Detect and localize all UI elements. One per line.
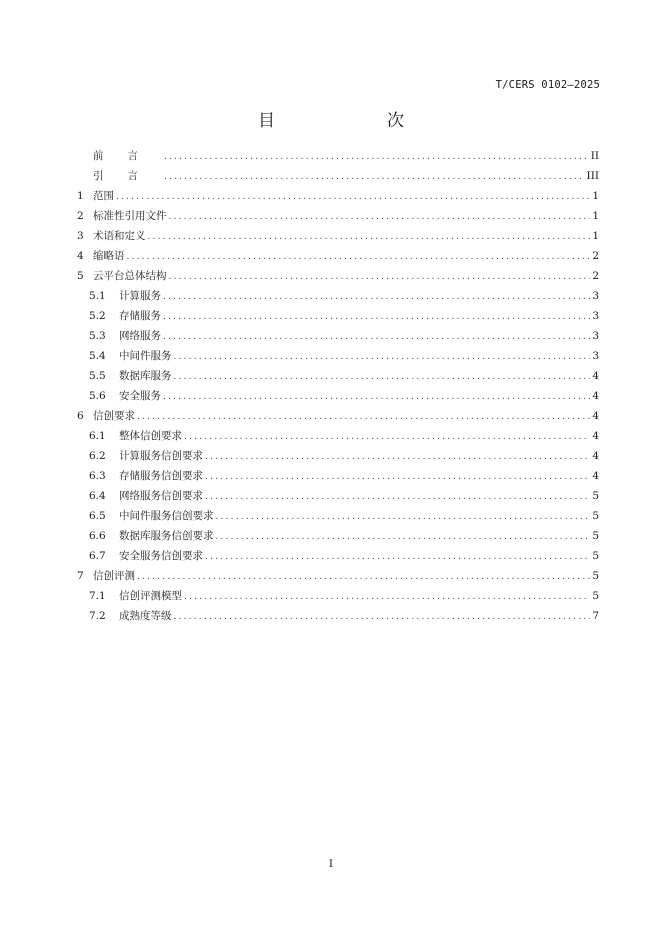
toc-entry[interactable] (77, 466, 599, 486)
page-number: I (328, 858, 334, 870)
toc-entry-title: 信创评测模型 (119, 590, 182, 602)
toc-entry-page: 7 (592, 610, 599, 622)
toc-entry[interactable] (77, 526, 599, 546)
toc-entry-title: 网络服务信创要求 (119, 490, 203, 502)
toc-entry[interactable] (77, 146, 599, 166)
toc-entry-title: 网络服务 (119, 330, 161, 342)
toc-entry[interactable] (77, 266, 599, 286)
toc-dot-leader (216, 507, 591, 527)
toc-entry-page: 5 (592, 550, 599, 562)
toc-entry-title: 范围 (93, 190, 114, 202)
toc-entry[interactable] (77, 166, 599, 186)
toc-entry-page: 5 (592, 510, 599, 522)
toc-dot-leader (163, 287, 590, 307)
toc-entry-page: 4 (592, 390, 599, 402)
toc-entry[interactable] (77, 386, 599, 406)
toc-entry-page: 4 (592, 470, 599, 482)
toc-dot-leader (163, 327, 590, 347)
toc-entry-page: 1 (592, 210, 599, 222)
toc-entry-number: 6.6 (89, 530, 106, 542)
toc-dot-leader (169, 267, 591, 287)
toc-entry[interactable] (77, 586, 599, 606)
toc-entry[interactable] (77, 606, 599, 626)
toc-entry-page: 4 (592, 410, 599, 422)
toc-entry-number: 6.1 (89, 430, 106, 442)
toc-entry[interactable] (77, 366, 599, 386)
toc-entry-title: 成熟度等级 (119, 610, 172, 622)
toc-entry-page: 3 (592, 350, 599, 362)
toc-entry[interactable] (77, 566, 599, 586)
toc-dot-leader (174, 607, 591, 627)
toc-entry-number: 5 (77, 270, 84, 282)
toc-entry-number: 6.4 (89, 490, 106, 502)
toc-entry-number: 7.2 (89, 610, 106, 622)
toc-entry-title: 引言 (93, 170, 162, 182)
toc-entry-page: 3 (592, 290, 599, 302)
toc-entry-title: 计算服务 (119, 290, 161, 302)
toc-entry[interactable] (77, 446, 599, 466)
toc-entry[interactable] (77, 486, 599, 506)
toc-dot-leader (169, 207, 591, 227)
toc-dot-leader (205, 447, 590, 467)
toc-entry-title: 安全服务信创要求 (119, 550, 203, 562)
toc-entry[interactable] (77, 206, 599, 226)
toc-entry-title: 标准性引用文件 (93, 210, 167, 222)
toc-dot-leader (163, 307, 590, 327)
toc-entry-number: 7 (77, 570, 84, 582)
toc-dot-leader (205, 547, 590, 567)
toc-dot-leader (205, 487, 590, 507)
toc-entry-number: 5.2 (89, 310, 106, 322)
toc-entry-number: 5.1 (89, 290, 106, 302)
toc-entry-title: 存储服务 (119, 310, 161, 322)
toc-entry-title: 数据库服务 (119, 370, 172, 382)
toc-entry[interactable] (77, 506, 599, 526)
toc-entry-number: 1 (77, 190, 84, 202)
toc-entry[interactable] (77, 326, 599, 346)
toc-entry-number: 7.1 (89, 590, 106, 602)
toc-dot-leader (163, 387, 590, 407)
toc-entry-page: 5 (592, 590, 599, 602)
toc-entry[interactable] (77, 246, 599, 266)
toc-dot-leader (184, 427, 590, 447)
toc-dot-leader (116, 187, 590, 207)
toc-entry[interactable] (77, 406, 599, 426)
toc-entry-number: 4 (77, 250, 84, 262)
toc-entry-page: 5 (592, 530, 599, 542)
toc-entry-title: 中间件服务信创要求 (119, 510, 214, 522)
toc-entry-page: 5 (592, 490, 599, 502)
toc-entry-title: 整体信创要求 (119, 430, 182, 442)
toc-entry-title: 云平台总体结构 (93, 270, 167, 282)
toc-dot-leader (205, 467, 590, 487)
toc-entry-page: 4 (592, 370, 599, 382)
toc-entry-number: 6 (77, 410, 84, 422)
toc-entry-page: 1 (592, 190, 599, 202)
toc-entry-page: III (586, 170, 599, 182)
toc-entry-title: 存储服务信创要求 (119, 470, 203, 482)
toc-entry-number: 2 (77, 210, 84, 222)
document-code: T/CERS 0102—2025 (495, 79, 600, 91)
toc-entry-page: II (590, 150, 599, 162)
toc-dot-leader (216, 527, 591, 547)
toc-entry-number: 6.5 (89, 510, 106, 522)
toc-dot-leader (174, 347, 591, 367)
toc-entry-number: 5.4 (89, 350, 106, 362)
toc-entry-number: 5.6 (89, 390, 106, 402)
toc-entry-page: 2 (592, 270, 599, 282)
toc-entry-title: 信创评测 (93, 570, 135, 582)
toc-entry-title: 信创要求 (93, 410, 135, 422)
toc-entry[interactable] (77, 286, 599, 306)
toc-entry[interactable] (77, 426, 599, 446)
toc-dot-leader (184, 587, 590, 607)
table-of-contents (77, 146, 599, 626)
toc-dot-leader (127, 247, 591, 267)
toc-entry-number: 5.5 (89, 370, 106, 382)
toc-entry-number: 3 (77, 230, 84, 242)
toc-dot-leader (174, 367, 591, 387)
toc-entry[interactable] (77, 346, 599, 366)
page-title: 目 次 (258, 111, 430, 131)
toc-dot-leader (164, 147, 589, 167)
toc-entry-title: 中间件服务 (119, 350, 172, 362)
toc-entry-page: 2 (592, 250, 599, 262)
toc-entry-number: 5.3 (89, 330, 106, 342)
toc-entry-page: 1 (592, 230, 599, 242)
toc-entry-page: 4 (592, 430, 599, 442)
toc-entry-title: 前言 (93, 150, 162, 162)
toc-entry-title: 计算服务信创要求 (119, 450, 203, 462)
toc-entry-page: 3 (592, 310, 599, 322)
toc-entry[interactable] (77, 186, 599, 206)
toc-entry-page: 3 (592, 330, 599, 342)
toc-entry-number: 6.2 (89, 450, 106, 462)
toc-dot-leader (164, 167, 585, 187)
toc-entry[interactable] (77, 546, 599, 566)
toc-dot-leader (137, 567, 590, 587)
toc-entry-number: 6.3 (89, 470, 106, 482)
toc-entry-title: 安全服务 (119, 390, 161, 402)
toc-entry-number: 6.7 (89, 550, 106, 562)
toc-dot-leader (137, 407, 590, 427)
toc-entry-title: 缩略语 (93, 250, 125, 262)
toc-entry[interactable] (77, 226, 599, 246)
toc-entry-title: 数据库服务信创要求 (119, 530, 214, 542)
toc-dot-leader (148, 227, 591, 247)
toc-entry-page: 4 (592, 450, 599, 462)
toc-entry-title: 术语和定义 (93, 230, 146, 242)
toc-entry[interactable] (77, 306, 599, 326)
toc-entry-page: 5 (592, 570, 599, 582)
